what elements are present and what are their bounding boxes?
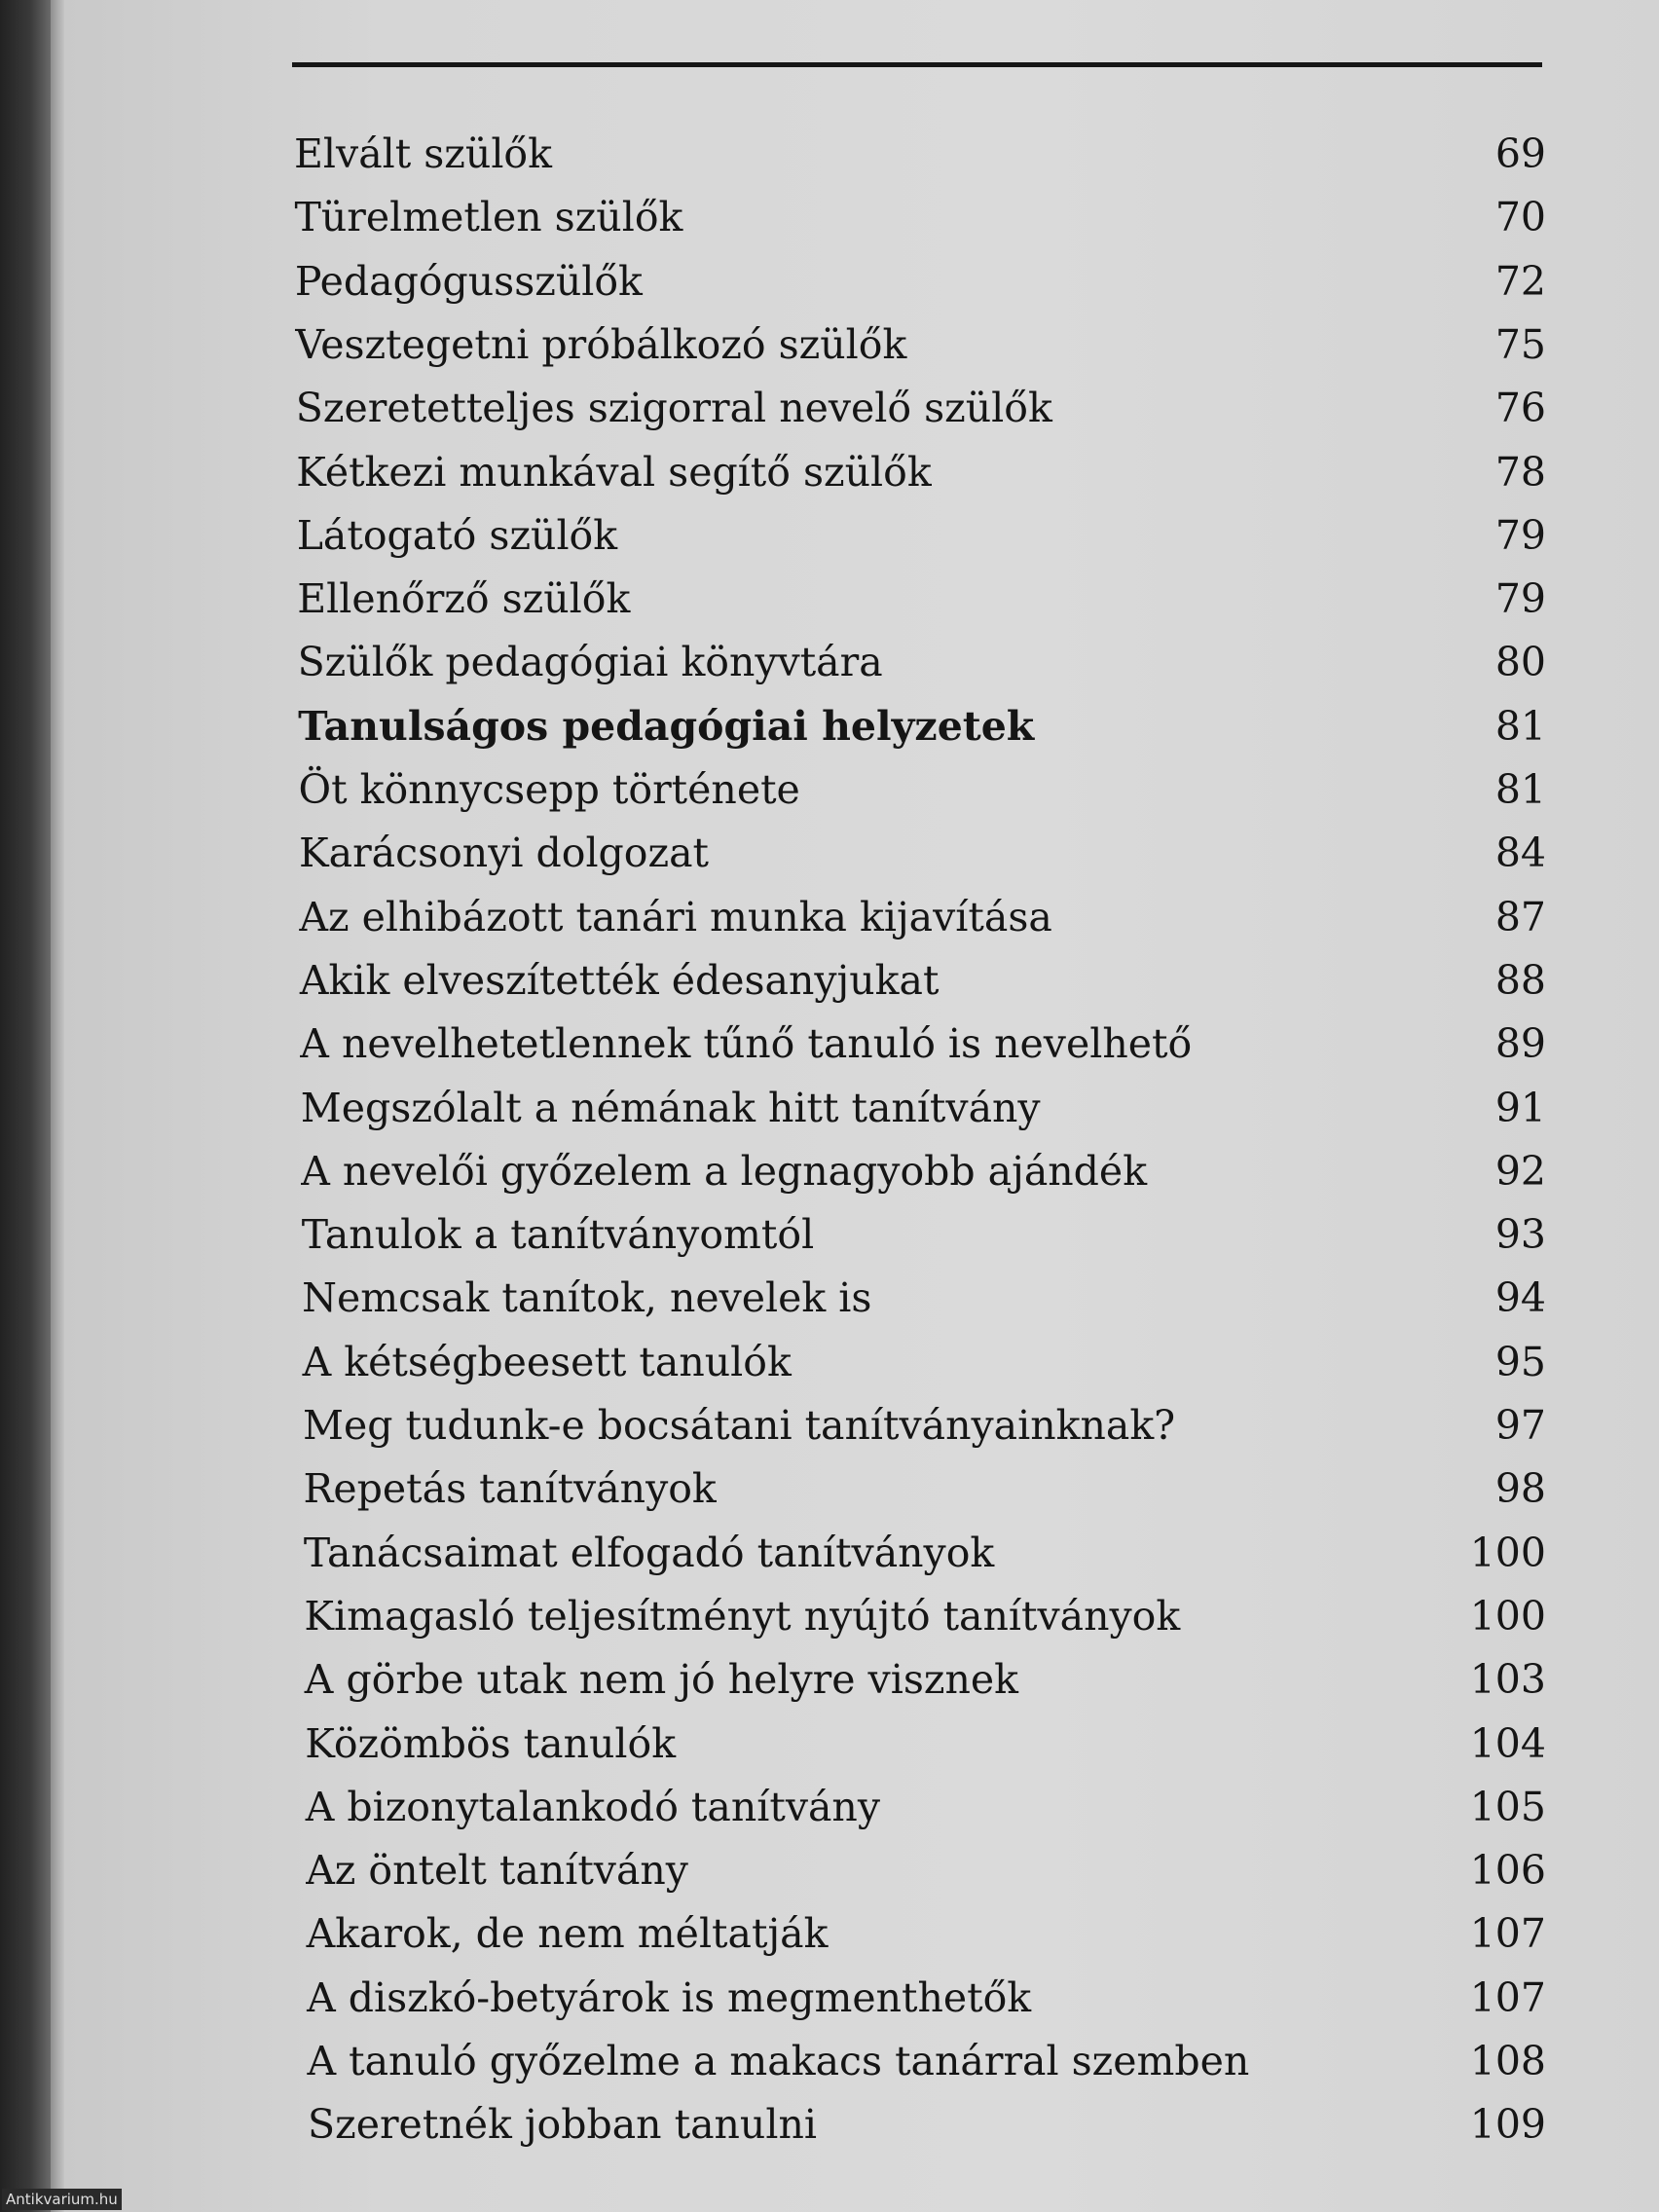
toc-entry bbox=[301, 1142, 1546, 1200]
toc-entry-title: Meg tudunk-e bocsátani tanítványainknak? bbox=[303, 1402, 1176, 1449]
toc-entry-page-number: 104 bbox=[1469, 1719, 1546, 1767]
toc-entry-page-number: 94 bbox=[1494, 1274, 1546, 1322]
toc-entry-title: Szülők pedagógiai könyvtára bbox=[297, 639, 883, 686]
toc-entry-title: Repetás tanítványok bbox=[303, 1465, 717, 1513]
toc-entry-page-number: 108 bbox=[1469, 2038, 1546, 2084]
toc-entry-title: Pedagógusszülők bbox=[294, 257, 643, 305]
toc-entry bbox=[304, 1524, 1546, 1582]
toc-entry-title: Szeretnék jobban tanulni bbox=[308, 2101, 817, 2149]
toc-entry-page-number: 69 bbox=[1494, 130, 1546, 177]
toc-entry-page-number: 91 bbox=[1494, 1084, 1546, 1131]
watermark-label: Antikvarium.hu bbox=[2, 2189, 122, 2210]
toc-entry bbox=[299, 888, 1546, 946]
toc-entry-title: A diszkó-betyárok is megmenthetők bbox=[307, 1973, 1032, 2021]
toc-entry-page-number: 79 bbox=[1494, 511, 1546, 559]
toc-entry-page-number: 107 bbox=[1469, 1973, 1546, 2021]
toc-entry bbox=[306, 1778, 1546, 1836]
toc-entry-page-number: 97 bbox=[1494, 1402, 1546, 1449]
toc-entry-page-number: 106 bbox=[1469, 1847, 1546, 1895]
toc-entry bbox=[296, 379, 1546, 437]
toc-entry bbox=[304, 1587, 1546, 1645]
toc-entry bbox=[299, 760, 1547, 819]
toc-entry-page-number: 76 bbox=[1494, 385, 1546, 432]
toc-entry-title: Akik elveszítették édesanyjukat bbox=[299, 956, 940, 1004]
toc-entry-title: Az öntelt tanítvány bbox=[306, 1847, 688, 1895]
toc-entry-title: Tanulok a tanítványomtól bbox=[301, 1211, 815, 1259]
toc-entry bbox=[304, 1459, 1547, 1518]
toc-entry bbox=[303, 1333, 1546, 1391]
toc-entry bbox=[294, 125, 1546, 183]
toc-entry-page-number: 100 bbox=[1469, 1592, 1546, 1640]
toc-entry-title: Akarok, de nem méltatják bbox=[306, 1910, 829, 1958]
toc-entry-page-number: 95 bbox=[1494, 1338, 1546, 1385]
toc-entry bbox=[295, 252, 1546, 311]
toc-section-heading bbox=[298, 697, 1546, 756]
toc-entry bbox=[308, 2032, 1547, 2090]
toc-entry-title: Elvált szülők bbox=[294, 130, 552, 177]
toc-entry-page-number: 103 bbox=[1469, 1656, 1546, 1704]
toc-entry-page-number: 87 bbox=[1494, 893, 1546, 940]
toc-entry bbox=[301, 1079, 1546, 1137]
toc-entry-title: Öt könnycsepp története bbox=[298, 766, 800, 813]
toc-entry bbox=[295, 315, 1546, 374]
toc-entry-page-number: 89 bbox=[1494, 1020, 1546, 1068]
toc-entry-page-number: 109 bbox=[1469, 2101, 1546, 2149]
toc-entry bbox=[299, 824, 1546, 882]
toc-entry-title: A nevelői győzelem a legnagyobb ajándék bbox=[301, 1147, 1148, 1195]
toc-entry-title: A kétségbeesett tanulók bbox=[302, 1338, 792, 1385]
toc-entry-title: Megszólalt a némának hitt tanítvány bbox=[300, 1084, 1041, 1131]
toc-entry-page-number: 107 bbox=[1469, 1910, 1546, 1958]
toc-entry bbox=[300, 951, 1546, 1010]
toc-entry bbox=[305, 1714, 1546, 1773]
toc-entry-title: Tanácsaimat elfogadó tanítványok bbox=[303, 1529, 995, 1576]
toc-entry-title: Látogató szülők bbox=[296, 511, 618, 559]
toc-entry-page-number: 92 bbox=[1494, 1147, 1546, 1195]
toc-entry-page-number: 70 bbox=[1494, 194, 1546, 241]
toc-entry-title: A görbe utak nem jó helyre visznek bbox=[304, 1656, 1018, 1704]
toc-entry-page-number: 84 bbox=[1494, 830, 1546, 877]
toc-entry bbox=[302, 1269, 1546, 1327]
toc-entry-title: A nevelhetetlennek tűnő tanuló is nevelhető bbox=[300, 1020, 1193, 1068]
toc-entry-title: Az elhibázott tanári munka kijavítása bbox=[299, 893, 1052, 940]
toc-entry-page-number: 100 bbox=[1469, 1529, 1546, 1576]
toc-entry-title: Ellenőrző szülők bbox=[297, 575, 631, 623]
toc-entry bbox=[300, 1014, 1546, 1073]
toc-entry bbox=[305, 1650, 1546, 1709]
toc-entry bbox=[298, 633, 1546, 691]
toc-entry-title: A tanuló győzelme a makacs tanárral szemben bbox=[307, 2038, 1250, 2084]
toc-entry-title: A bizonytalankodó tanítvány bbox=[305, 1783, 881, 1830]
toc-entry bbox=[307, 1969, 1546, 2027]
toc-entry bbox=[296, 443, 1546, 501]
toc-entry bbox=[306, 1841, 1546, 1899]
toc-entry bbox=[303, 1396, 1546, 1455]
toc-entry-title: Karácsonyi dolgozat bbox=[299, 830, 710, 877]
toc-entry bbox=[297, 570, 1546, 628]
toc-entry-title: Türelmetlen szülők bbox=[294, 194, 683, 241]
toc-entry-title: Szeretetteljes szigorral nevelő szülők bbox=[295, 385, 1052, 432]
toc-entry-page-number: 88 bbox=[1494, 956, 1546, 1004]
toc-entry-page-number: 79 bbox=[1494, 575, 1546, 623]
toc-entry bbox=[295, 188, 1547, 246]
toc-entry-page-number: 75 bbox=[1494, 320, 1546, 368]
toc-entry-title: Kétkezi munkával segítő szülők bbox=[296, 448, 932, 496]
toc-entry-page-number: 72 bbox=[1494, 257, 1546, 305]
toc-entry-page-number: 93 bbox=[1494, 1211, 1546, 1259]
toc-entry-title: Nemcsak tanítok, nevelek is bbox=[302, 1274, 872, 1322]
toc-entry bbox=[297, 506, 1546, 565]
toc-entry-page-number: 98 bbox=[1494, 1465, 1546, 1513]
toc-entry-title: Tanulságos pedagógiai helyzetek bbox=[298, 702, 1035, 750]
toc-entry bbox=[302, 1205, 1546, 1264]
toc-entry-title: Közömbös tanulók bbox=[305, 1719, 677, 1767]
toc-entry-title: Vesztegetni próbálkozó szülők bbox=[295, 320, 907, 368]
toc-entry-page-number: 105 bbox=[1469, 1783, 1546, 1830]
toc-entry-page-number: 78 bbox=[1494, 448, 1546, 496]
toc-entry bbox=[308, 2095, 1546, 2154]
toc-entry bbox=[307, 1904, 1546, 1963]
toc-entry-page-number: 81 bbox=[1494, 702, 1546, 750]
toc-entry-title: Kimagasló teljesítményt nyújtó tanítványok bbox=[304, 1592, 1181, 1640]
toc-entry-page-number: 80 bbox=[1494, 639, 1546, 686]
toc-entry-page-number: 81 bbox=[1494, 766, 1546, 813]
